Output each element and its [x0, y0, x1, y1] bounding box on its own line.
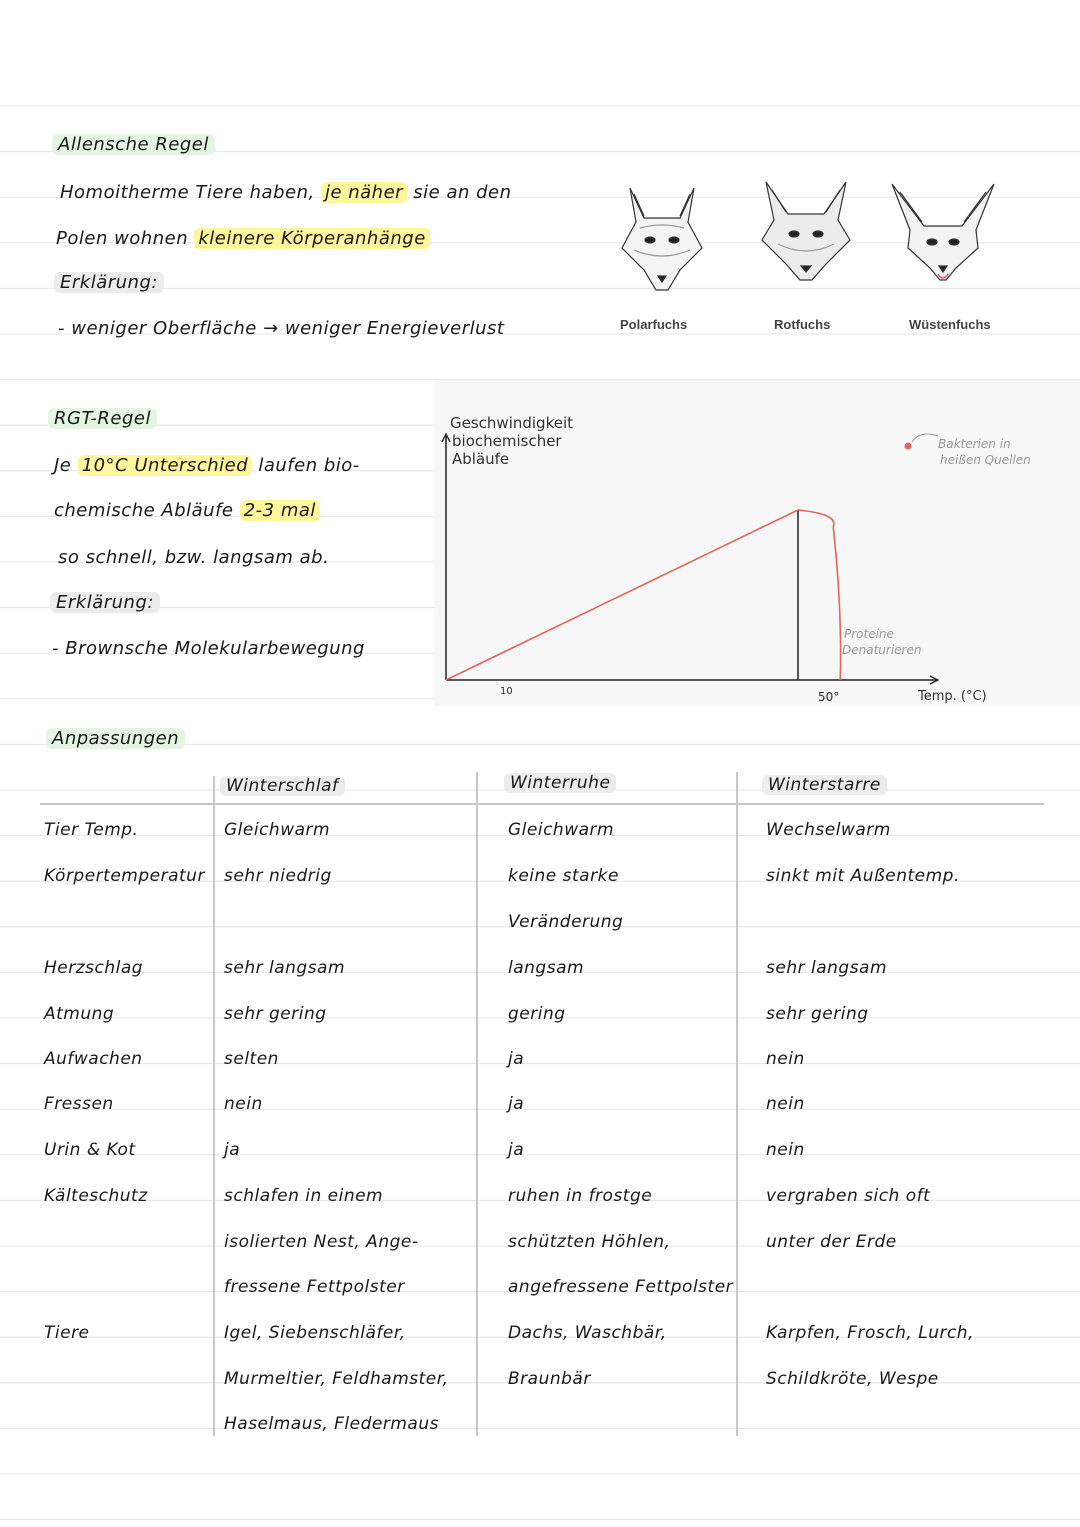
- table-cell: Braunbär: [508, 1368, 591, 1389]
- chart-annotation-bakterien: Bakterien in heißen Quellen: [938, 437, 1031, 467]
- column-header-winterstarre: Winterstarre: [762, 775, 887, 795]
- table-header-rule: [40, 803, 1044, 805]
- table-cell: langsam: [508, 958, 585, 978]
- table-cell: nein: [766, 1049, 805, 1069]
- table-cell: sehr gering: [766, 1004, 869, 1024]
- row-label: Fressen: [44, 1094, 114, 1114]
- table-cell: Igel, Siebenschläfer,: [224, 1323, 406, 1343]
- polar-fox-illustration: [610, 178, 714, 296]
- row-label: Körpertemperatur: [44, 866, 205, 886]
- table-cell: Schildkröte, Wespe: [766, 1368, 939, 1389]
- table-cell: ja: [508, 1049, 525, 1069]
- rgt-line-2-a: chemische Abläufe: [54, 500, 234, 521]
- table-col-divider-2: [476, 772, 478, 1436]
- allen-line-2: [56, 228, 430, 249]
- rgt-line-1: [54, 455, 360, 476]
- allen-explain-label: Erklärung:: [54, 272, 164, 293]
- table-cell: sinkt mit Außentemp.: [766, 866, 960, 886]
- allen-highlight-koerperanhaenge: kleinere Körperanhänge: [194, 228, 429, 249]
- fox-caption-wuestenfuchs: Wüstenfuchs: [909, 317, 991, 332]
- table-cell: isolierten Nest, Ange-: [224, 1231, 419, 1252]
- anpassungen-title: Anpassungen: [46, 728, 185, 749]
- allen-explain-text: - weniger Oberfläche → weniger Energieverlust: [58, 318, 505, 339]
- table-cell: Murmeltier, Feldhamster,: [224, 1368, 449, 1389]
- allen-line-1-a: Homoitherme Tiere haben,: [60, 182, 315, 203]
- table-cell: nein: [224, 1094, 263, 1114]
- table-cell: schützten Höhlen,: [508, 1231, 671, 1252]
- column-header-winterschlaf: Winterschlaf: [220, 776, 345, 796]
- table-cell: Haselmaus, Fledermaus: [224, 1414, 439, 1435]
- table-cell: ja: [508, 1094, 525, 1114]
- red-fox-illustration: [756, 178, 856, 284]
- table-cell: nein: [766, 1140, 805, 1160]
- column-header-winterruhe: Winterruhe: [504, 773, 616, 793]
- table-cell: ja: [508, 1140, 525, 1160]
- row-label: Tier Temp.: [44, 820, 139, 840]
- table-cell: ja: [224, 1140, 241, 1160]
- allen-highlight-je-naeher: je näher: [321, 182, 407, 203]
- table-col-divider-3: [736, 772, 738, 1436]
- table-cell: sehr niedrig: [224, 866, 332, 886]
- rgt-explain-text: - Brownsche Molekularbewegung: [52, 638, 365, 659]
- desert-fox-illustration: [888, 180, 998, 284]
- rgt-highlight-2-3-mal: 2-3 mal: [240, 500, 320, 521]
- table-cell: angefressene Fettpolster: [508, 1277, 734, 1298]
- row-label: Tiere: [44, 1323, 90, 1343]
- table-cell: sehr langsam: [224, 958, 346, 978]
- rgt-highlight-unterschied: 10°C Unterschied: [78, 455, 253, 476]
- table-cell: Wechselwarm: [766, 820, 891, 840]
- chart-x-label: Temp. (°C): [918, 689, 987, 704]
- row-label: Herzschlag: [44, 958, 144, 978]
- table-cell: Veränderung: [508, 911, 624, 932]
- chart-x-tick-10: 10: [500, 686, 513, 697]
- rgt-chart: [434, 380, 1080, 706]
- allen-line-2-a: Polen wohnen: [56, 228, 189, 249]
- row-label: Kälteschutz: [44, 1186, 148, 1206]
- rgt-line-2: [54, 500, 320, 521]
- rgt-title: RGT-Regel: [48, 408, 157, 429]
- chart-y-label: Geschwindigkeit biochemischer Abläufe: [450, 414, 574, 468]
- chart-annotation-dot: [905, 443, 912, 450]
- row-label: Aufwachen: [44, 1049, 143, 1069]
- row-label: Atmung: [44, 1004, 115, 1024]
- rgt-explain-label: Erklärung:: [50, 592, 160, 613]
- table-cell: Gleichwarm: [224, 820, 331, 840]
- row-label: Urin & Kot: [44, 1140, 136, 1160]
- table-cell: Dachs, Waschbär,: [508, 1323, 667, 1343]
- allen-line-1: [60, 182, 512, 203]
- table-cell: gering: [508, 1004, 566, 1024]
- table-cell: sehr gering: [224, 1004, 327, 1024]
- chart-x-tick-50: 50°: [818, 690, 840, 704]
- table-cell: nein: [766, 1094, 805, 1114]
- table-cell: Gleichwarm: [508, 820, 615, 840]
- table-cell: keine starke: [508, 866, 619, 886]
- rgt-line-1-a: Je: [54, 455, 72, 476]
- table-cell: vergraben sich oft: [766, 1186, 931, 1206]
- fox-caption-polarfuchs: Polarfuchs: [620, 317, 688, 332]
- table-cell: selten: [224, 1049, 279, 1069]
- table-cell: schlafen in einem: [224, 1186, 384, 1206]
- allen-title: Allensche Regel: [52, 134, 215, 155]
- table-cell: Karpfen, Frosch, Lurch,: [766, 1323, 974, 1343]
- chart-series-geschwindigkeit: [446, 510, 841, 680]
- chart-annotation-proteine: Proteine Denaturieren: [842, 627, 922, 657]
- table-cell: sehr langsam: [766, 958, 888, 978]
- table-cell: fressene Fettpolster: [224, 1277, 405, 1298]
- fox-caption-rotfuchs: Rotfuchs: [774, 317, 831, 332]
- chart-annotation-arrow: [912, 434, 938, 442]
- table-cell: ruhen in frostge: [508, 1186, 653, 1206]
- rgt-line-3: so schnell, bzw. langsam ab.: [58, 547, 330, 568]
- table-cell: unter der Erde: [766, 1231, 897, 1252]
- allen-line-1-b: sie an den: [413, 182, 512, 203]
- table-col-divider-1: [213, 776, 215, 1436]
- rgt-line-1-b: laufen bio-: [258, 455, 360, 476]
